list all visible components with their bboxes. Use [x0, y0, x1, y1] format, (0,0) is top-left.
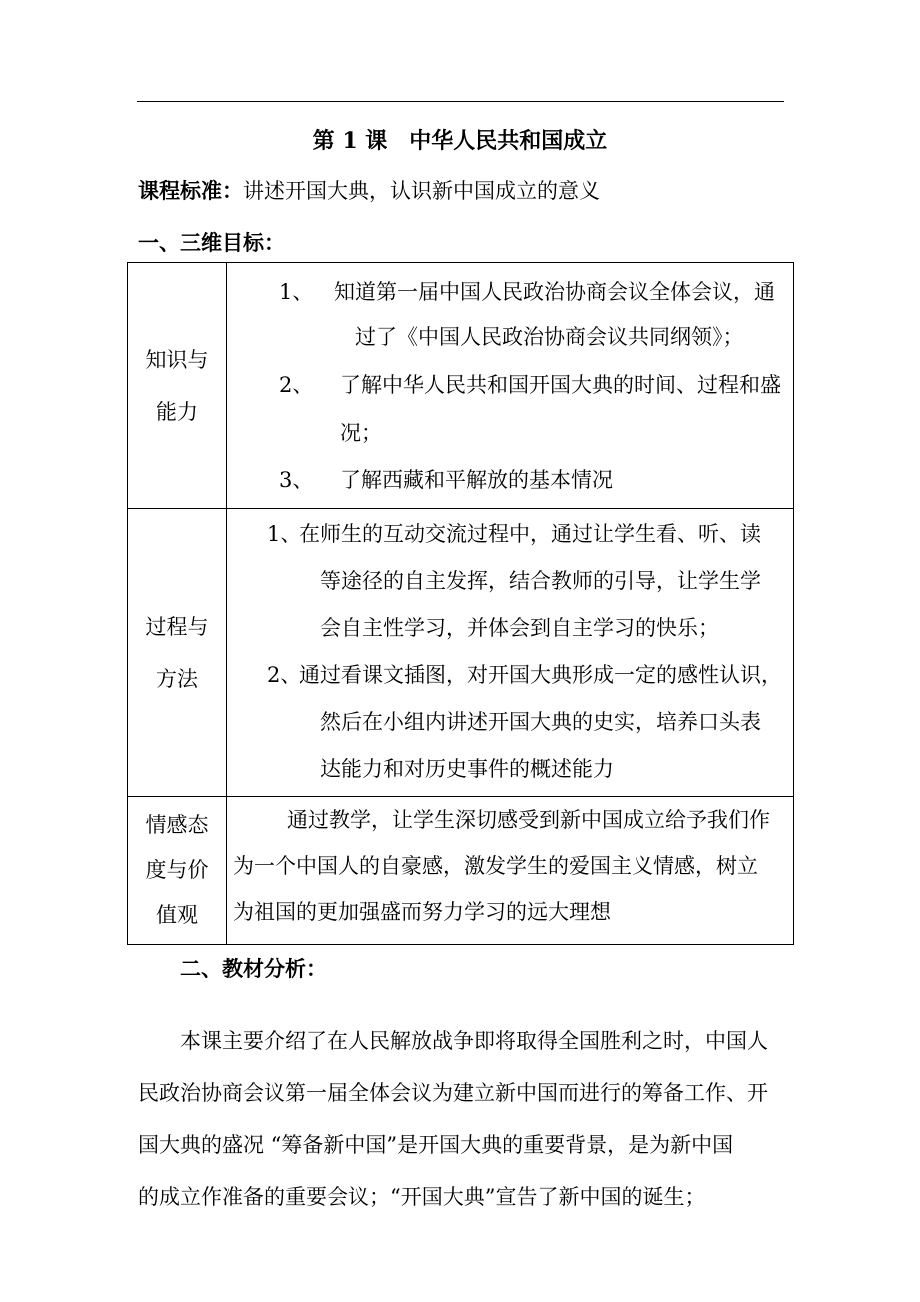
- label-line: 能力: [156, 399, 198, 424]
- item-text-line: 等途径的自主发挥，结合教师的引导，让学生学: [320, 569, 761, 593]
- item-text-line: 在师生的互动交流过程中，通过让学生看、听、读: [299, 522, 761, 546]
- lesson-title: 第 1 课 中华人民共和国成立: [312, 128, 608, 154]
- item-text-line: 通过看课文插图，对开国大典形成一定的感性认识，: [299, 663, 782, 687]
- goals-label-knowledge: [128, 263, 227, 509]
- item-number: 2、: [279, 373, 314, 397]
- goals-table: [127, 262, 794, 945]
- body-line: 本课主要介绍了在人民解放战争即将取得全国胜利之时，中国人: [180, 1029, 768, 1053]
- goals-label-process: [128, 509, 227, 797]
- goals-content-knowledge: [227, 263, 794, 509]
- text-line: 通过教学，让学生深切感受到新中国成立给予我们作: [287, 808, 770, 832]
- label-line: 值观: [156, 903, 198, 927]
- header-rule: [137, 101, 784, 102]
- body-line: 的成立作准备的重要会议；“开国大典”宣告了新中国的诞生；: [138, 1185, 706, 1209]
- section2-heading: 二、教材分析：: [180, 956, 327, 981]
- item-text-line: 了解西藏和平解放的基本情况: [340, 468, 613, 492]
- course-standard-label: 课程标准：: [138, 178, 243, 203]
- text-line: 为祖国的更加强盛而努力学习的远大理想: [233, 900, 611, 924]
- item-number: 1、: [279, 280, 314, 304]
- course-standard: [138, 174, 600, 208]
- goals-content-emotion: [227, 797, 794, 945]
- goals-label-emotion: [128, 797, 227, 945]
- body-line: 国大典的盛况 “筹备新中国”是开国大典的重要背景，是为新中国: [138, 1133, 734, 1157]
- label-line: 情感态: [145, 813, 209, 837]
- body-line: 民政治协商会议第一届全体会议为建立新中国而进行的筹备工作、开: [138, 1081, 768, 1105]
- label-line: 过程与: [145, 614, 209, 639]
- item-number: 2、: [267, 663, 302, 687]
- item-number: 3、: [279, 468, 314, 492]
- item-text-line: 了解中华人民共和国开国大典的时间、过程和盛: [340, 373, 781, 397]
- goals-row-emotion: [128, 797, 794, 945]
- goals-row-process: [128, 509, 794, 797]
- item-number: 1、: [267, 522, 302, 546]
- item-text-line: 会自主性学习，并体会到自主学习的快乐；: [320, 616, 719, 640]
- item-text-line: 知道第一届中国人民政治协商会议全体会议，通: [334, 280, 775, 304]
- goals-content-process: [227, 509, 794, 797]
- section1-heading: 一、三维目标：: [138, 230, 285, 255]
- label-line: 知识与: [145, 347, 209, 372]
- item-text-line: 达能力和对历史事件的概述能力: [320, 757, 614, 781]
- label-line: 度与价: [145, 858, 209, 882]
- course-standard-text: 讲述开国大典，认识新中国成立的意义: [243, 179, 600, 203]
- item-text-line: 然后在小组内讲述开国大典的史实，培养口头表: [320, 710, 761, 734]
- item-text-line: 况；: [340, 421, 382, 445]
- text-line: 为一个中国人的自豪感，激发学生的爱国主义情感，树立: [233, 854, 758, 878]
- item-text-line: 过了《中国人民政治协商会议共同纲领》；: [355, 325, 744, 349]
- label-line: 方法: [156, 666, 198, 691]
- goals-row-knowledge: [128, 263, 794, 509]
